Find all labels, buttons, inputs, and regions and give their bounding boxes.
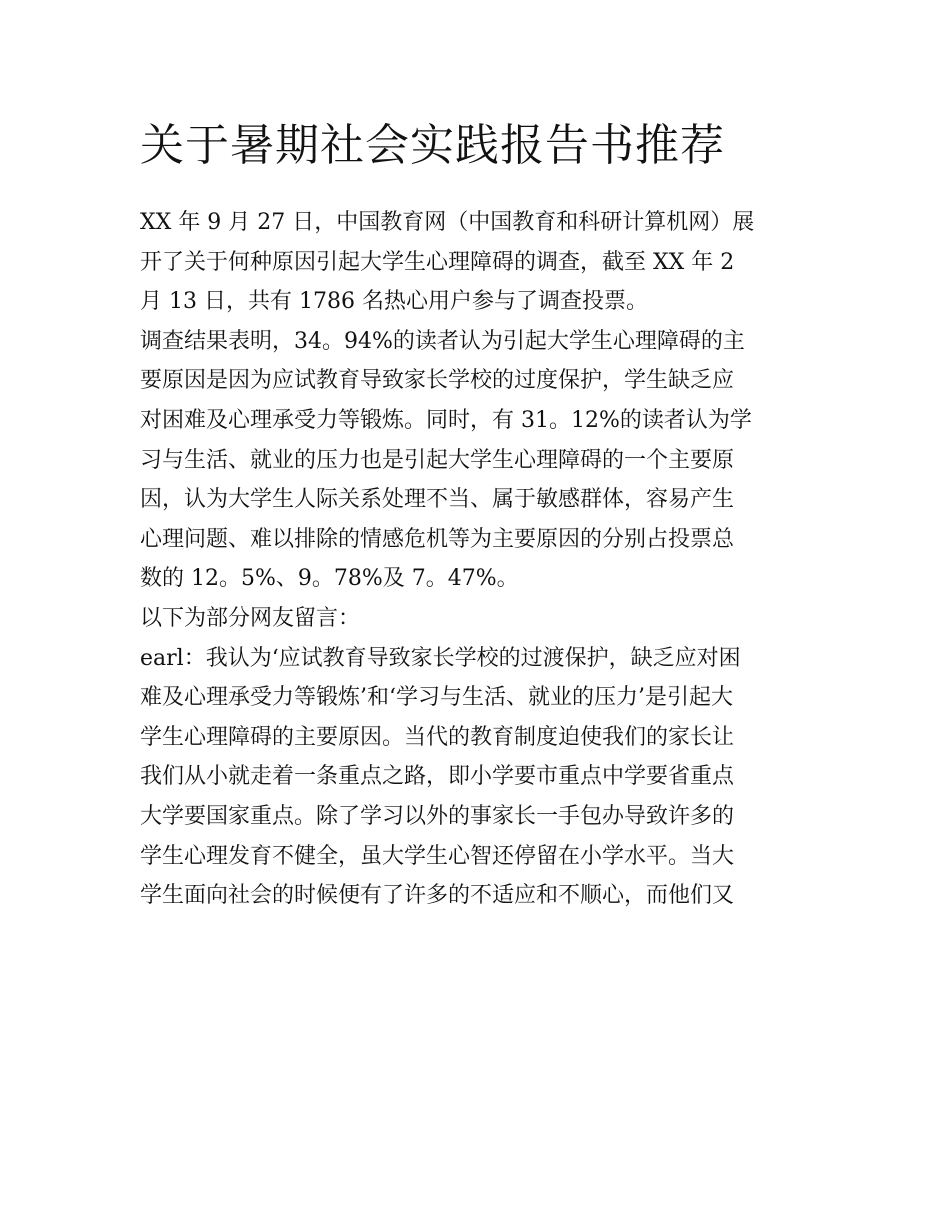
text-line: 月 13 日，共有 1786 名热心用户参与了调查投票。 <box>140 289 648 315</box>
text-line: 我们从小就走着一条重点之路，即小学要市重点中学要省重点 <box>140 764 735 790</box>
text-line: 心理问题、难以排除的情感危机等为主要原因的分别占投票总 <box>140 526 735 552</box>
text-line: 以下为部分网友留言： <box>140 605 361 631</box>
text-line: XX 年 9 月 27 日，中国教育网（中国教育和科研计算机网）展 <box>140 210 755 235</box>
text-line: earl：我认为‘应试教育导致家长学校的过渡保护，缺乏应对困 <box>140 645 741 671</box>
paragraph-survey-intro <box>140 203 820 322</box>
paragraph-comment-earl <box>140 639 820 916</box>
text-line: 学生面向社会的时候便有了许多的不适应和不顺心，而他们又 <box>140 883 735 909</box>
text-line: 习与生活、就业的压力也是引起大学生心理障碍的一个主要原 <box>140 447 735 473</box>
text-line: 开了关于何种原因引起大学生心理障碍的调查，截至 XX 年 2 <box>140 249 735 275</box>
text-line: 调查结果表明，34。94%的读者认为引起大学生心理障碍的主 <box>140 328 745 354</box>
text-line: 数的 12。5%、9。78%及 7。47%。 <box>140 566 519 592</box>
document-body <box>140 203 820 916</box>
text-line: 要原因是因为应试教育导致家长学校的过度保护，学生缺乏应 <box>140 368 735 394</box>
text-line: 学生心理障碍的主要原因。当代的教育制度迫使我们的家长让 <box>140 724 735 750</box>
text-line: 学生心理发育不健全，虽大学生心智还停留在小学水平。当大 <box>140 843 735 869</box>
paragraph-survey-results <box>140 322 820 599</box>
text-line: 对困难及心理承受力等锻炼。同时，有 31。12%的读者认为学 <box>140 407 752 433</box>
text-line: 因，认为大学生人际关系处理不当、属于敏感群体，容易产生 <box>140 487 735 513</box>
document-title: 关于暑期社会实践报告书推荐 <box>140 120 725 171</box>
text-line: 难及心理承受力等锻炼’和‘学习与生活、就业的压力’是引起大 <box>140 685 733 711</box>
paragraph-comments-heading <box>140 599 820 639</box>
text-line: 大学要国家重点。除了学习以外的事家长一手包办导致许多的 <box>140 803 735 829</box>
